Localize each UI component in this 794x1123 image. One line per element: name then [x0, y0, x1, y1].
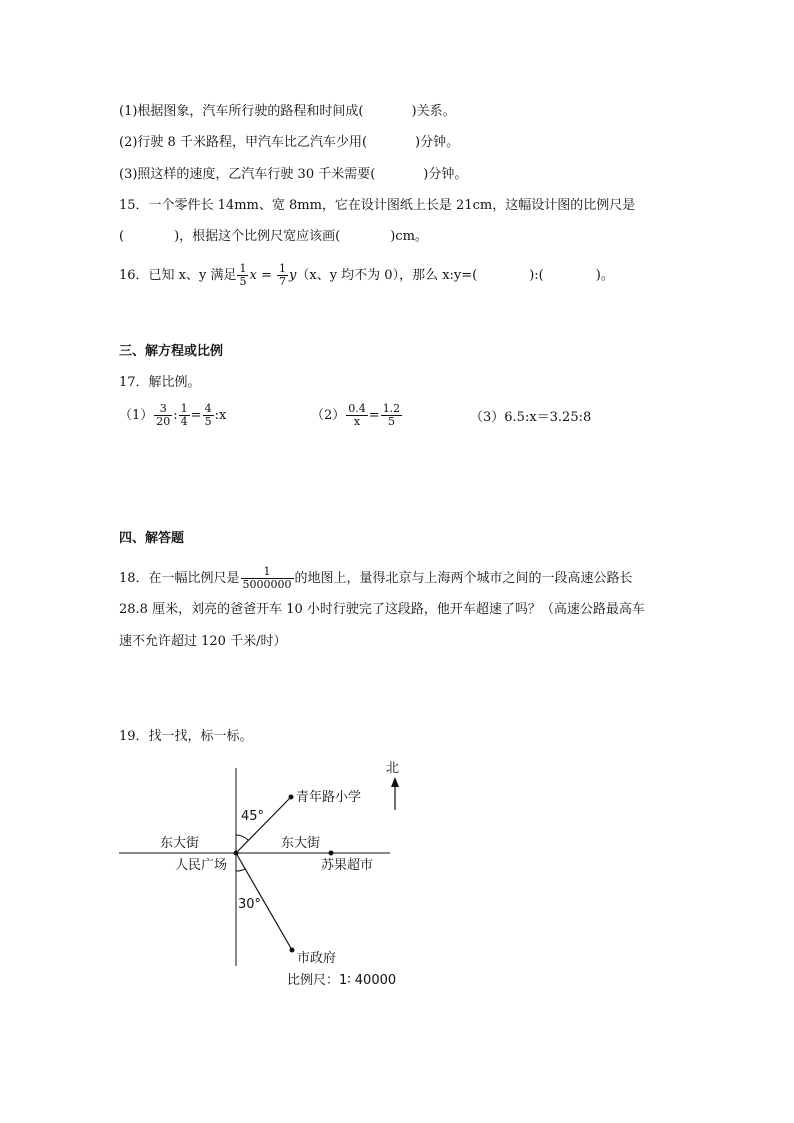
- q18-line3: 速不允许超过 120 千米/时）: [119, 634, 287, 649]
- supermarket-point: [329, 851, 334, 856]
- govt-point: [290, 948, 295, 953]
- q14-sub3: (3)照这样的速度，乙汽车行驶 30 千米需要( )分钟。: [119, 167, 468, 182]
- q14-sub2: (2)行驶 8 千米路程，甲汽车比乙汽车少用( )分钟。: [119, 135, 460, 150]
- plaza-label: 人民广场: [175, 858, 228, 873]
- angle-arc-30: [236, 869, 245, 871]
- street-right-label: 东大街: [281, 836, 321, 851]
- govt-label: 市政府: [297, 951, 337, 966]
- section-title: 四、解答题: [119, 531, 185, 546]
- q17-problem-2: （2） $\frac{0.4}{x}$ = $\frac{1.2}{5}$: [311, 402, 401, 428]
- q15-line2: ( )，根据这个比例尺宽应该画( )cm。: [119, 229, 428, 244]
- q17-problem-3: （3）6.5:x＝3.25:8: [470, 410, 592, 425]
- supermarket-label: 苏果超市: [321, 858, 374, 873]
- school-point: [289, 795, 294, 800]
- fraction: $\frac{1}{5000000}$: [242, 565, 292, 591]
- q17-title: 17．解比例。: [119, 375, 201, 390]
- q15-line1: 15．一个零件长 14mm、宽 8mm，它在设计图纸上长是 21cm，这幅设计图的比例尺是: [119, 198, 636, 213]
- fraction: $\frac{1}{5}$: [239, 262, 247, 288]
- angle-30-label: 30°: [238, 897, 262, 912]
- q16-line: 16．已知 x、y 满足 $\frac{1}{5}$ x = $\frac{1}{7}$ y（x、y 均不为 0），那么 x:y=( ):( )。: [119, 262, 614, 288]
- street-left-label: 东大街: [160, 836, 200, 851]
- q18-line2: 28.8 厘米，刘亮的爸爸开车 10 小时行驶完了这段路，他开车超速了吗？（高速公路最高车: [119, 602, 645, 617]
- angle-45-label: 45°: [241, 809, 265, 824]
- plaza-point: [234, 851, 239, 856]
- scale-label: 比例尺：1∶ 40000: [287, 973, 397, 988]
- q17-problem-1: （1） $\frac{3}{20}$ : $\frac{1}{4}$ = $\frac{4}{5}$ :x: [119, 402, 227, 428]
- north-arrowhead-icon: [391, 777, 399, 787]
- q14-sub1: (1)根据图象，汽车所行驶的路程和时间成( )关系。: [119, 104, 456, 119]
- section-title: 三、解方程或比例: [119, 344, 224, 359]
- school-label: 青年路小学: [296, 790, 362, 805]
- fraction: $\frac{1}{7}$: [279, 262, 286, 288]
- angle-arc-45: [236, 835, 248, 840]
- q18-line1: 18．在一幅比例尺是 $\frac{1}{5000000}$ 的地图上，量得北京与上海两个城市之间的一段高速公路长: [119, 565, 633, 591]
- north-label: 北: [386, 761, 400, 776]
- q19-title: 19．找一找，标一标。: [119, 729, 253, 744]
